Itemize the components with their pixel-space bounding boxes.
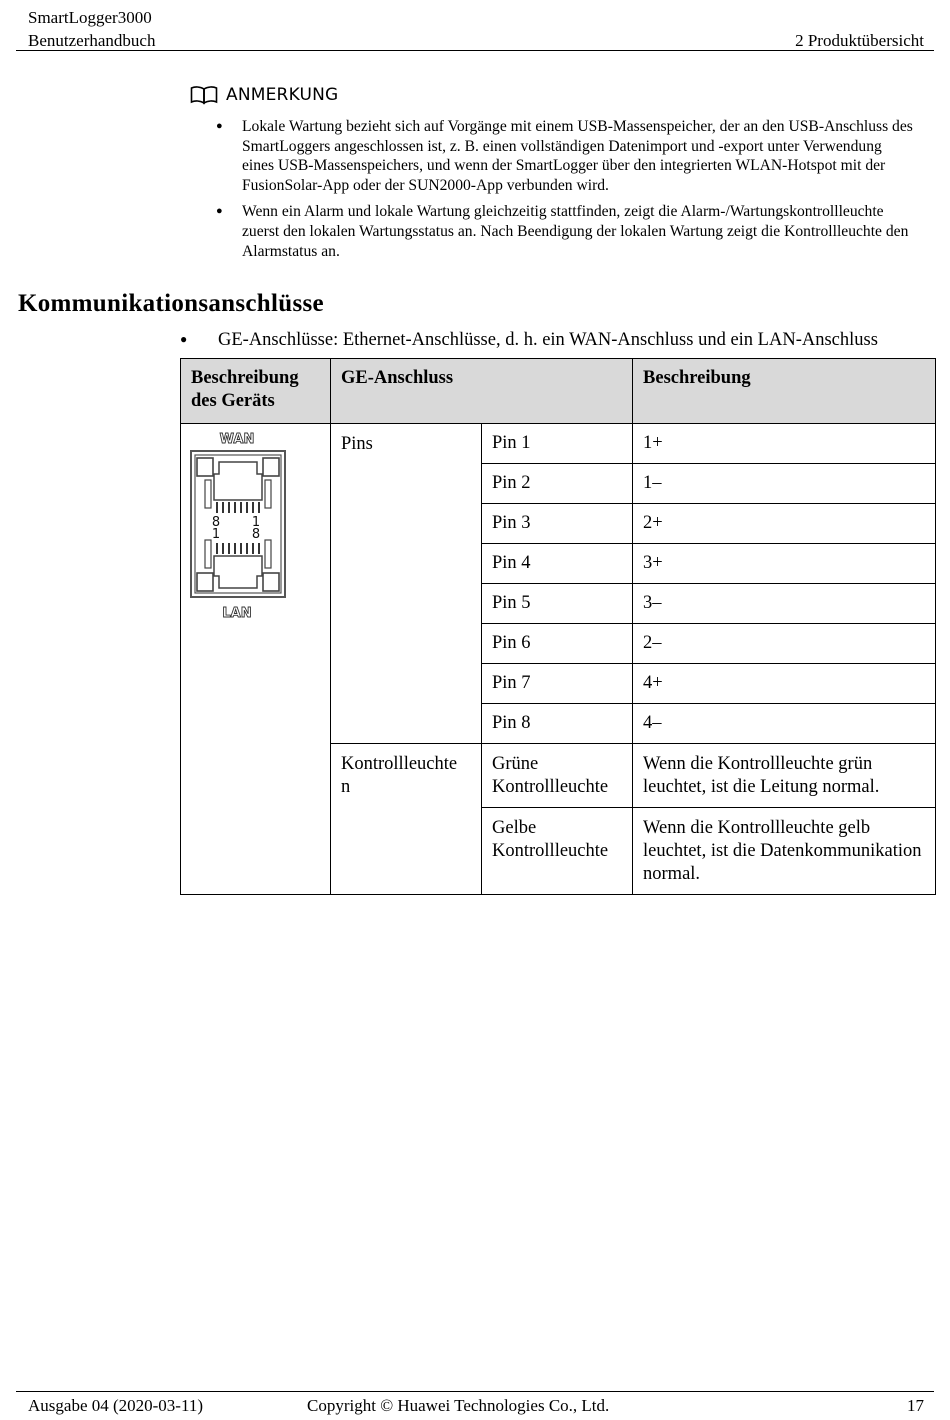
ge-port-table bbox=[180, 358, 936, 895]
bullet-dot: ● bbox=[180, 332, 188, 346]
pin-name: Pin 8 bbox=[482, 704, 633, 744]
pin-desc: 3– bbox=[633, 584, 936, 624]
device-image-cell bbox=[181, 424, 331, 895]
header-chapter: 2 Produktübersicht bbox=[795, 31, 924, 50]
rj45-port-diagram bbox=[189, 430, 289, 622]
pin-name: Pin 3 bbox=[482, 504, 633, 544]
footer-page-number: 17 bbox=[907, 1396, 924, 1415]
book-icon bbox=[190, 85, 218, 105]
header-device: Beschreibung des Geräts bbox=[181, 359, 331, 424]
table-row bbox=[181, 424, 936, 464]
pin-label: 8 bbox=[211, 515, 221, 530]
pin-label: 1 bbox=[251, 515, 261, 530]
pin-name: Pin 5 bbox=[482, 584, 633, 624]
note-title: ANMERKUNG bbox=[226, 85, 339, 105]
note-item: ● Wenn ein Alarm und lokale Wartung gleichzeitig stattfinden, zeigt die Alarm-/Wartungskontrollleuchte zuerst den lokalen Wartungsstatus an. Nach Beendigung der lokalen Wartung zeigt die Kontrollleuchte den Alarmstatus an. bbox=[216, 202, 916, 261]
pin-name: Pin 7 bbox=[482, 664, 633, 704]
header-rule bbox=[16, 50, 934, 51]
footer-edition: Ausgabe 04 (2020-03-11) bbox=[28, 1396, 203, 1415]
note-heading bbox=[190, 84, 338, 106]
ge-bullet bbox=[180, 327, 878, 352]
pin-name: Pin 1 bbox=[482, 424, 633, 464]
led-name: Gelbe Kontrollleuchte bbox=[482, 808, 633, 895]
header-ge-port: GE-Anschluss bbox=[331, 359, 633, 424]
lan-label: LAN bbox=[222, 606, 252, 621]
group-pins: Pins bbox=[331, 424, 482, 744]
ge-bullet-text: GE-Anschlüsse: Ethernet-Anschlüsse, d. h. ein WAN-Anschluss und ein LAN-Anschluss bbox=[218, 330, 878, 350]
page-header-left bbox=[28, 6, 155, 52]
led-name: Grüne Kontrollleuchte bbox=[482, 744, 633, 808]
pin-desc: 2– bbox=[633, 624, 936, 664]
pin-desc: 1– bbox=[633, 464, 936, 504]
pin-name: Pin 2 bbox=[482, 464, 633, 504]
header-product: SmartLogger3000 bbox=[28, 8, 152, 27]
header-manual: Benutzerhandbuch bbox=[28, 31, 156, 50]
pin-label: 1 bbox=[211, 527, 221, 542]
section-title: Kommunikationsanschlüsse bbox=[18, 290, 324, 317]
footer-copyright: Copyright © Huawei Technologies Co., Ltd. bbox=[307, 1396, 610, 1415]
pin-label: 8 bbox=[251, 527, 261, 542]
pin-name: Pin 6 bbox=[482, 624, 633, 664]
wan-label: WAN bbox=[219, 432, 255, 447]
pin-desc: 1+ bbox=[633, 424, 936, 464]
pin-desc: 4– bbox=[633, 704, 936, 744]
pin-desc: 4+ bbox=[633, 664, 936, 704]
led-desc: Wenn die Kontrollleuchte grün leuchtet, ist die Leitung normal. bbox=[633, 744, 936, 808]
header-description: Beschreibung bbox=[633, 359, 936, 424]
note-item: ● Lokale Wartung bezieht sich auf Vorgänge mit einem USB-Massenspeicher, der an den USB-Anschluss des SmartLoggers angeschlossen ist, z. B. einen vollständigen Datenimport und -export unter Verwendung eines USB-Massenspeichers, und wenn der SmartLogger über den integrierten WLAN-Hotspot mit der FusionSolar-App oder der SUN2000-App verbunden wird. bbox=[216, 117, 916, 195]
led-desc: Wenn die Kontrollleuchte gelb leuchtet, ist die Datenkommunikation normal. bbox=[633, 808, 936, 895]
pin-desc: 2+ bbox=[633, 504, 936, 544]
pin-name: Pin 4 bbox=[482, 544, 633, 584]
table-header-row bbox=[181, 359, 936, 424]
pin-desc: 3+ bbox=[633, 544, 936, 584]
group-leds: Kontrollleuchte n bbox=[331, 744, 482, 895]
note-list bbox=[216, 117, 916, 268]
footer-rule bbox=[16, 1391, 934, 1392]
